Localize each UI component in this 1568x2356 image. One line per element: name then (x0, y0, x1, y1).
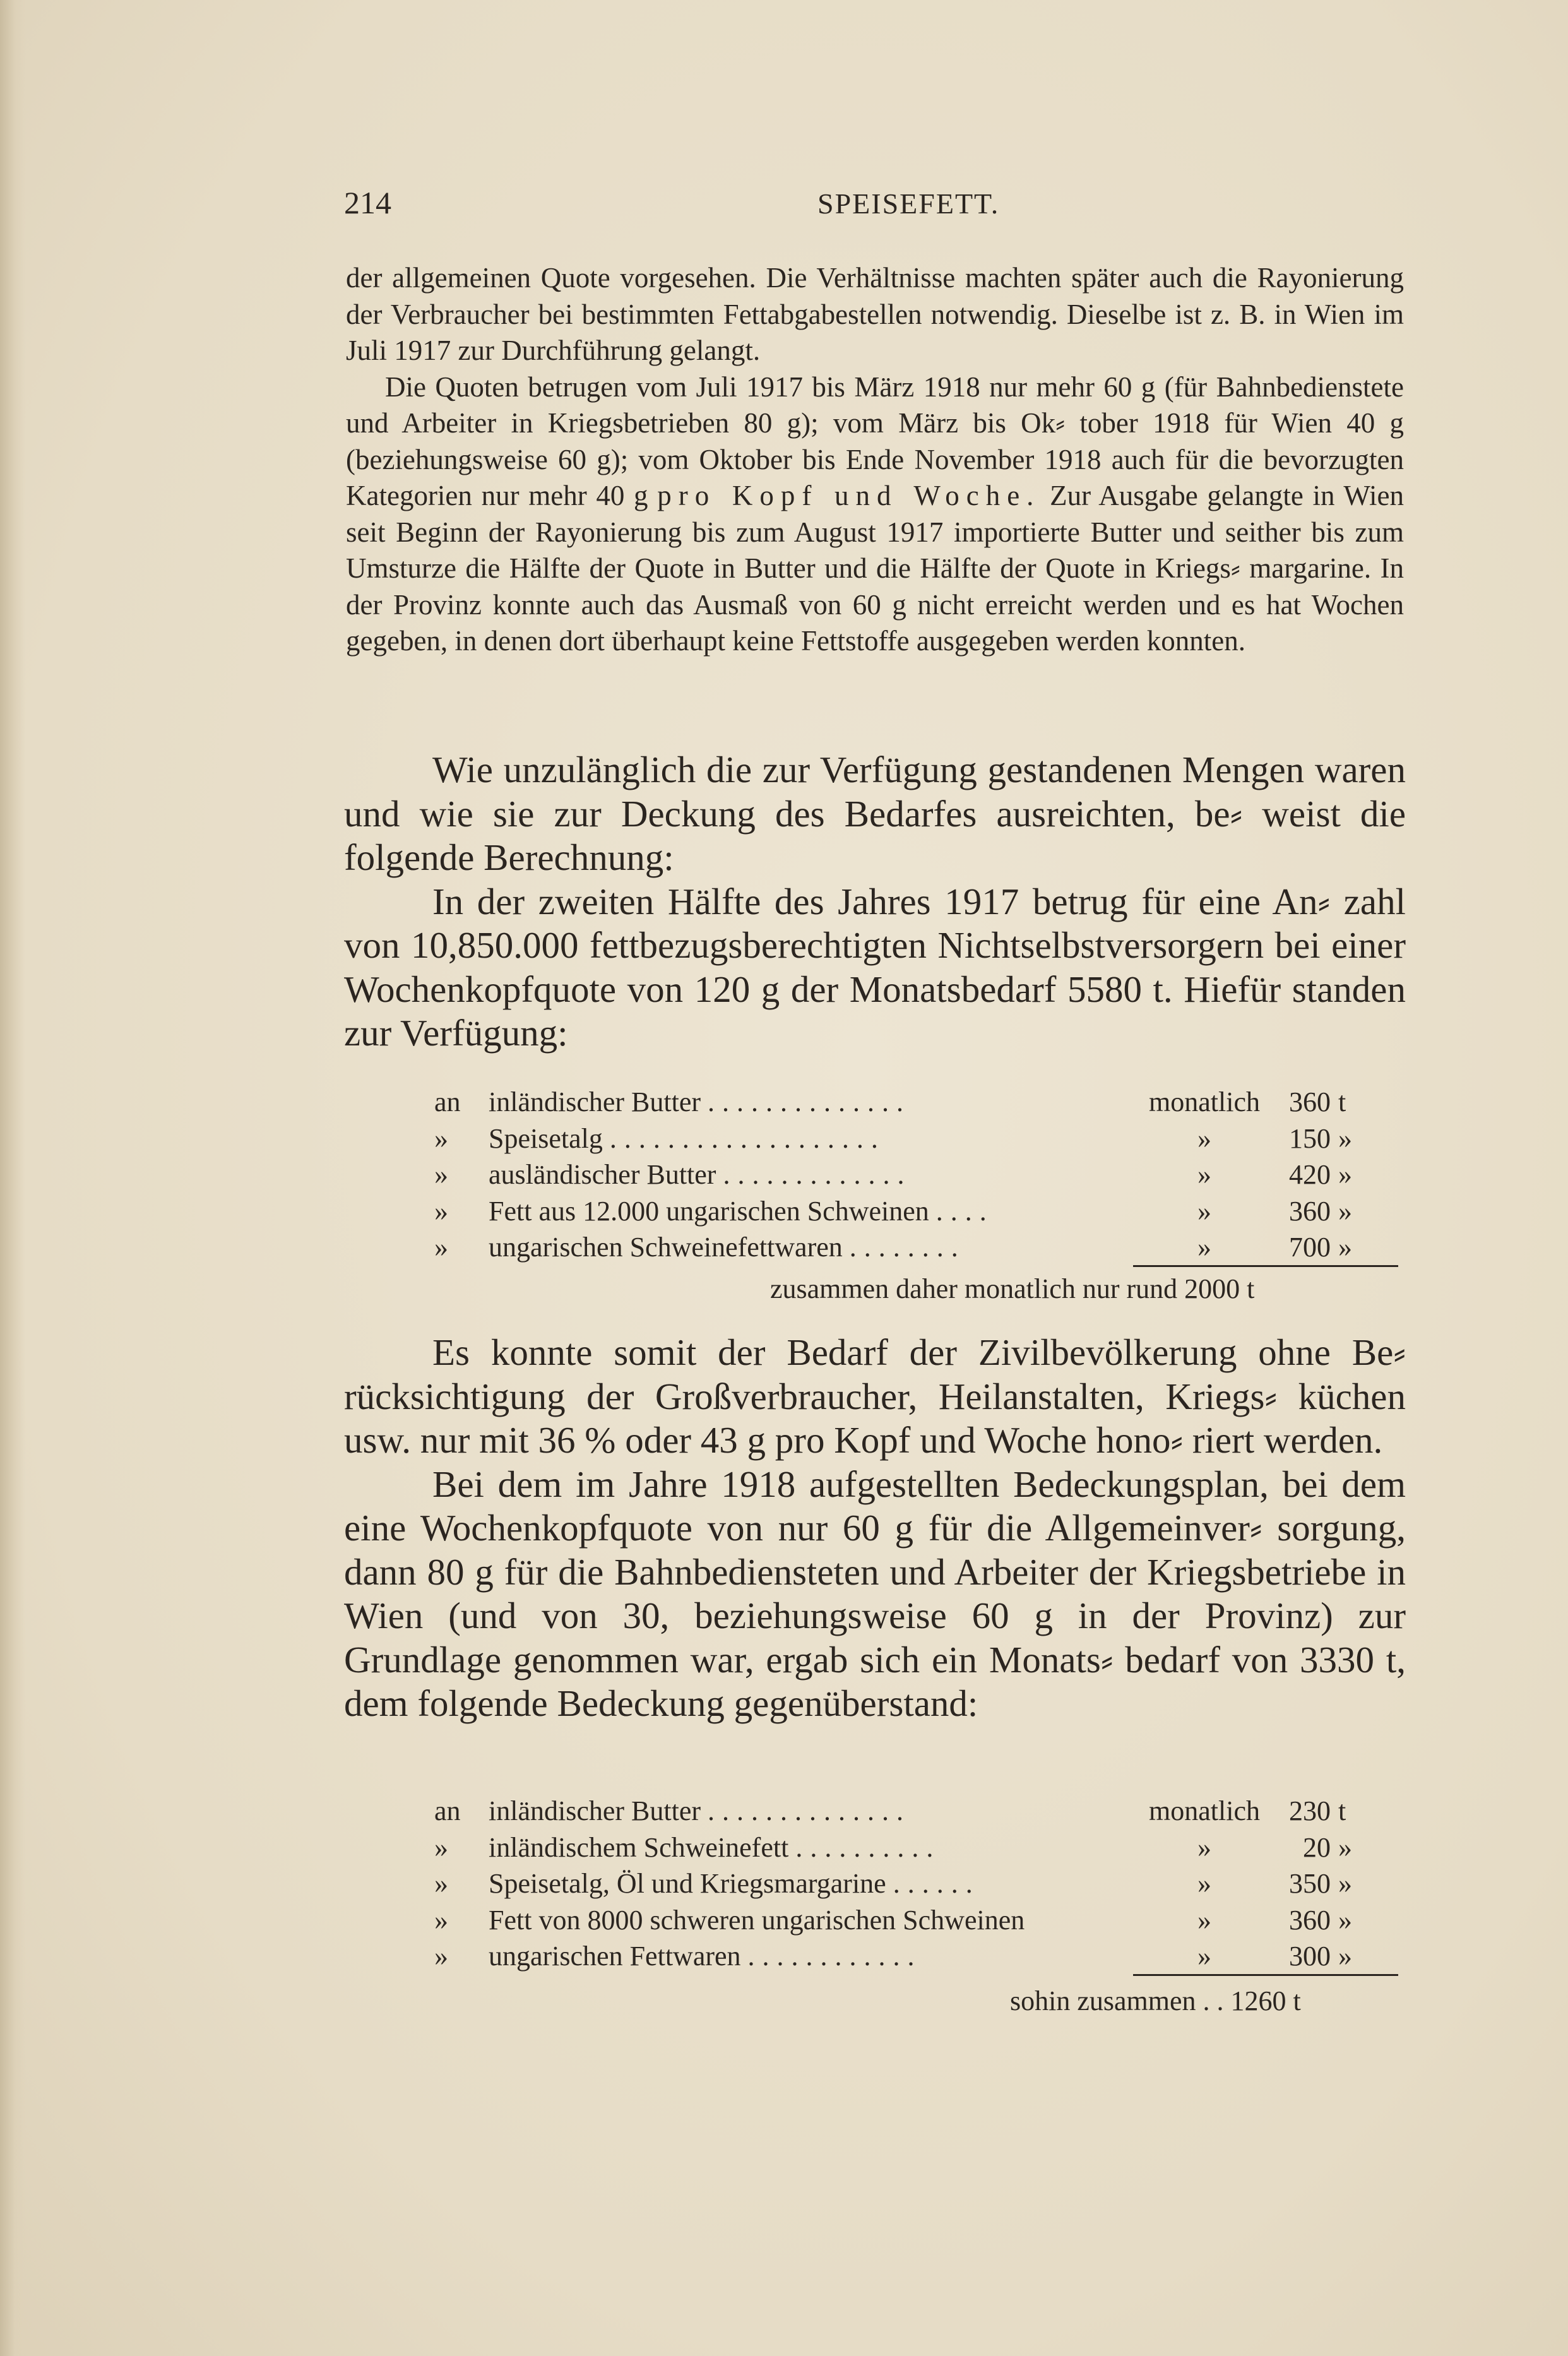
row-item (489, 1795, 1170, 1827)
row-suffix: » (1338, 1122, 1352, 1154)
section-1-paragraph-2: In der zweiten Hälfte des Jahres 1917 betrug für eine An⸗ zahl von 10,850.000 fettbezugsberechtigten Nichtselbstversorgern bei einer Wochenkopfquote von 120 g der Monatsbedarf 5580 t. Hiefür standen zur Verfügung: (344, 880, 1406, 1054)
row-item-label: Fett von 8000 schweren ungarischen Schweinen (489, 1904, 1025, 1936)
row-item-label: ungarischen Fettwaren (489, 1941, 741, 1972)
row-unit: » (1197, 1868, 1211, 1899)
section-2-text (344, 1331, 1406, 1726)
row-unit: monatlich (1149, 1086, 1260, 1117)
row-unit: » (1197, 1195, 1211, 1227)
row-unit: » (1197, 1941, 1211, 1972)
row-leader-dots: .... (935, 1195, 994, 1227)
sum-rule (1133, 1265, 1398, 1267)
row-value: 360 (1289, 1086, 1331, 1117)
section-2-paragraph-1: Es konnte somit der Bedarf der Zivilbevölkerung ohne Be⸗ rücksichtigung der Großverbraucher, Heilanstalten, Kriegs⸗ küchen usw. nur mit 36 % oder 43 g pro Kopf und Woche hono⸗ riert werden. (344, 1331, 1406, 1461)
row-leader-dots: ............ (747, 1941, 922, 1972)
row-item-label: inländischer Butter (489, 1795, 701, 1826)
section-2-paragraph-2: Bei dem im Jahre 1918 aufgestellten Bedeckungsplan, bei dem eine Wochenkopfquote von nur 60 g für die Allgemeinver⸗ sorgung, dann 80 g für die Bahnbediensteten und Arbeiter der Kriegsbetriebe in Wien (und von 30, beziehungsweise 60 g in der Provinz) zur Grundlage genommen war, ergab sich ein Monats⸗ bedarf von 3330 t, dem folgende Bedeckung gegenüberstand: (344, 1463, 1406, 1724)
row-leader-dots: .......... (795, 1831, 941, 1863)
row-suffix: » (1338, 1232, 1352, 1263)
table-row (434, 1086, 1413, 1122)
intro-paragraph-2-emphasis: pro Kopf und Woche. (657, 480, 1041, 511)
row-item (489, 1231, 1170, 1263)
table-2-total: sohin zusammen . . 1260 t (1010, 1985, 1301, 2016)
row-prefix: » (434, 1232, 448, 1263)
row-suffix: t (1338, 1795, 1346, 1826)
section-1-text (344, 748, 1406, 1056)
page-header (344, 184, 1398, 222)
intro-paragraph-2-part-a: Die Quoten betrugen vom Juli 1917 bis März 1918 nur mehr 60 g (für Bahnbedienstete und Arbeiter in Kriegsbetrieben 80 g); vom März bis Ok⸗ tober 1918 für Wien 40 g (beziehungsweise 60 g); vom Oktober bis Ende November 1918 auch für die bevorzugten Kategorien nur mehr 40 g (346, 371, 1404, 511)
row-item (489, 1195, 1170, 1227)
row-item (489, 1904, 1170, 1936)
table-1-total: zusammen daher monatlich nur rund 2000 t (770, 1273, 1255, 1304)
row-unit: monatlich (1149, 1795, 1260, 1826)
supply-table-1917 (434, 1086, 1413, 1268)
row-value: 230 (1289, 1795, 1331, 1826)
row-leader-dots: .............. (708, 1086, 912, 1117)
row-prefix: » (434, 1868, 448, 1899)
row-unit: » (1197, 1122, 1211, 1154)
row-prefix: » (434, 1941, 448, 1972)
row-leader-dots: ...... (893, 1868, 980, 1899)
row-item (489, 1086, 1170, 1118)
row-item-label: ausländischer Butter (489, 1159, 716, 1190)
table-row (434, 1904, 1413, 1941)
row-unit: » (1197, 1904, 1211, 1936)
row-item (489, 1940, 1170, 1972)
row-unit: » (1197, 1831, 1211, 1863)
row-suffix: » (1338, 1831, 1352, 1863)
intro-paragraph-2-part-b: Zur Ausgabe gelangte in Wien seit Beginn der Rayonierung bis zum August 1917 importierte Butter und seither bis zum Umsturze die Hälfte der Quote in Butter und die Hälfte der Quote in Kriegs⸗ margarine. In der Provinz konnte auch das Ausmaß von 60 g nicht erreicht werden und es hat Wochen gegeben, in denen dort überhaupt keine Fettstoffe ausgegeben werden konnten. (346, 480, 1404, 657)
row-item-label: Speisetalg, Öl und Kriegsmargarine (489, 1868, 886, 1899)
table-row (434, 1231, 1413, 1268)
table-row (434, 1940, 1413, 1977)
row-suffix: » (1338, 1904, 1352, 1936)
row-item (489, 1158, 1170, 1191)
row-leader-dots: ............. (723, 1159, 912, 1190)
row-value: 20 (1303, 1831, 1331, 1863)
row-item-label: inländischer Butter (489, 1086, 701, 1117)
row-item-label: Speisetalg (489, 1122, 603, 1154)
intro-paragraph-2 (346, 369, 1404, 660)
row-suffix: » (1338, 1195, 1352, 1227)
row-value: 360 (1289, 1195, 1331, 1227)
row-leader-dots: ........ (849, 1232, 966, 1263)
table-row (434, 1195, 1413, 1232)
intro-paragraph-1: der allgemeinen Quote vorgesehen. Die Verhältnisse machten später auch die Rayonierung der Verbraucher bei bestimmten Fettabgabestellen notwendig. Dieselbe ist z. B. in Wien im Juli 1917 zur Durchführung gelangt. (346, 262, 1404, 366)
row-prefix: » (434, 1904, 448, 1936)
row-value: 360 (1289, 1904, 1331, 1936)
table-row (434, 1795, 1413, 1831)
row-unit: » (1197, 1159, 1211, 1190)
table-row (434, 1867, 1413, 1904)
row-prefix: » (434, 1831, 448, 1863)
row-suffix: » (1338, 1159, 1352, 1190)
row-prefix: an (434, 1086, 461, 1117)
table-row (434, 1831, 1413, 1868)
row-item-label: Fett aus 12.000 ungarischen Schweinen (489, 1195, 929, 1227)
binding-edge (0, 0, 25, 2356)
row-item (489, 1122, 1170, 1155)
row-unit: » (1197, 1232, 1211, 1263)
row-item-label: inländischem Schweinefett (489, 1831, 789, 1863)
supply-table-1918 (434, 1795, 1413, 1977)
row-value: 300 (1289, 1941, 1331, 1972)
row-item (489, 1867, 1170, 1900)
row-prefix: » (434, 1195, 448, 1227)
page-number: 214 (344, 185, 391, 220)
table-row (434, 1158, 1413, 1195)
row-leader-dots: .............. (708, 1795, 912, 1826)
row-value: 420 (1289, 1159, 1331, 1190)
row-value: 700 (1289, 1232, 1331, 1263)
row-leader-dots: ................... (609, 1122, 886, 1154)
row-value: 150 (1289, 1122, 1331, 1154)
row-suffix: » (1338, 1941, 1352, 1972)
row-item-label: ungarischen Schweinefettwaren (489, 1232, 843, 1263)
row-prefix: » (434, 1122, 448, 1154)
row-suffix: t (1338, 1086, 1346, 1117)
row-value: 350 (1289, 1868, 1331, 1899)
row-prefix: an (434, 1795, 461, 1826)
table-row (434, 1122, 1413, 1159)
running-title: SPEISEFETT. (817, 187, 1000, 220)
row-suffix: » (1338, 1868, 1352, 1899)
row-item (489, 1831, 1170, 1864)
section-1-paragraph-1: Wie unzulänglich die zur Verfügung gestandenen Mengen waren und wie sie zur Deckung des Bedarfes ausreichten, be⸗ weist die folgende Berechnung: (344, 749, 1406, 878)
intro-text-block (346, 260, 1404, 660)
row-prefix: » (434, 1159, 448, 1190)
sum-rule (1133, 1974, 1398, 1976)
